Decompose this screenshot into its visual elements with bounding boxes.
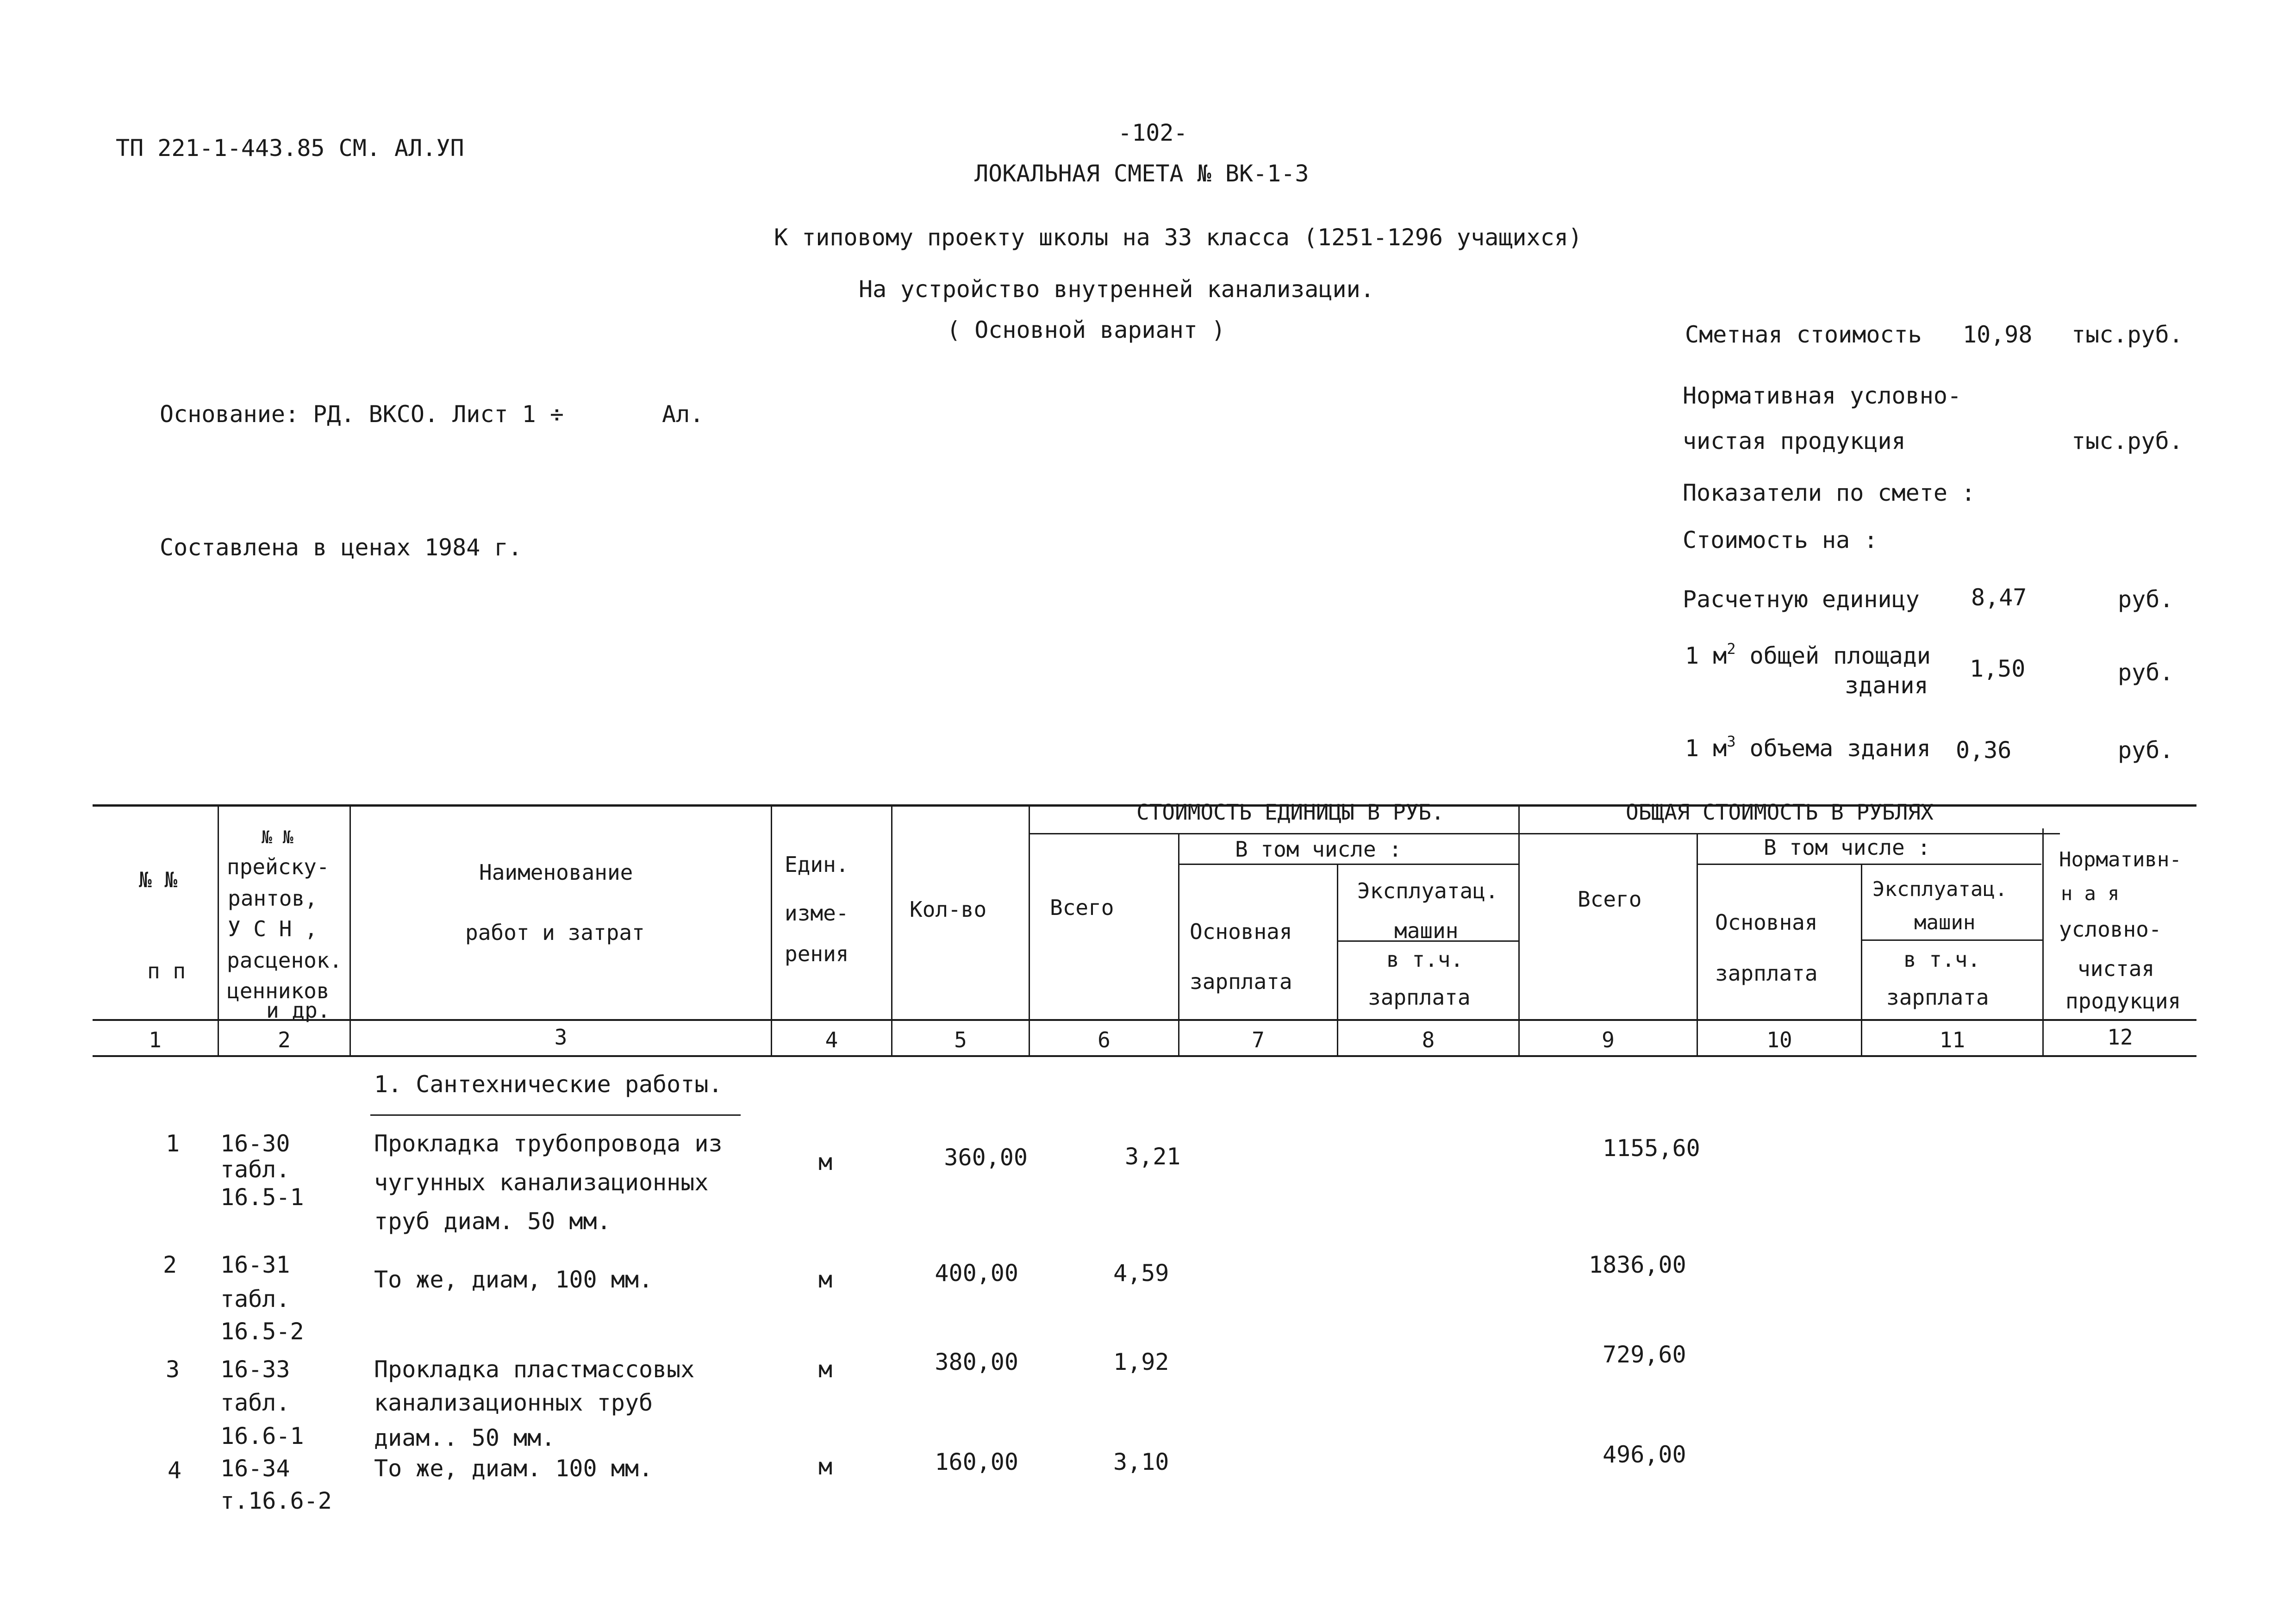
col8-label-3: в т.ч. (1386, 947, 1464, 972)
row-code: табл. (220, 1156, 290, 1183)
section-heading: 1. Сантехнические работы. (374, 1071, 723, 1098)
row-unit-price: 3,21 (1125, 1143, 1181, 1170)
row-code: 16.6-1 (220, 1423, 304, 1449)
row-code: 16-34 (220, 1455, 290, 1482)
area-value: 1,50 (1970, 655, 2026, 682)
col2-label-2: прейску- (227, 854, 330, 879)
col11-label-2: машин (1914, 911, 1976, 934)
row-name: Прокладка пластмассовых (374, 1356, 695, 1383)
row-code: 16.5-1 (220, 1184, 304, 1211)
col-line-11 (2042, 828, 2044, 1057)
area-unit: руб. (2118, 659, 2174, 686)
col7-label-2: зарплата (1190, 969, 1292, 994)
col4-label-2: изме- (785, 901, 849, 926)
norm-product-label: Нормативная условно- (1683, 382, 1962, 409)
row-total: 496,00 (1603, 1441, 1686, 1468)
row-total: 729,60 (1603, 1341, 1686, 1368)
incl-label-total: В том числе : (1764, 835, 1931, 860)
area-label-2: здания (1845, 672, 1928, 699)
calc-unit-label: Расчетную единицу (1683, 586, 1920, 613)
basis-text: Основание: РД. ВКСО. Лист 1 ÷ (160, 401, 564, 428)
col12-label-4: чистая (2078, 956, 2155, 981)
header-bottom-border (93, 1019, 2196, 1021)
estimated-cost-value: 10,98 (1963, 321, 2033, 348)
col-line-1 (218, 805, 219, 1057)
col-number: 4 (825, 1027, 838, 1052)
row-total: 1155,60 (1603, 1135, 1700, 1162)
col3-label-2: работ и затрат (465, 920, 645, 945)
col5-label: Кол-во (910, 897, 987, 922)
col12-label-2: н а я (2061, 882, 2120, 905)
row-name: труб диам. 50 мм. (374, 1208, 611, 1235)
row-name: диам.. 50 мм. (374, 1424, 555, 1451)
group-divider (1030, 833, 2060, 834)
col-numbers-border (93, 1055, 2196, 1057)
col10-label: Основная (1715, 910, 1818, 935)
row-code: 16-30 (220, 1130, 290, 1157)
cost-on-label: Стоимость на : (1683, 527, 1878, 553)
col-line-9 (1697, 833, 1698, 1057)
col-number: 10 (1766, 1027, 1792, 1052)
col12-label-3: условно- (2059, 917, 2162, 942)
col8-label-2: машин (1394, 918, 1459, 943)
col-number: 1 (149, 1027, 162, 1052)
col1-label: № № (139, 867, 178, 892)
incl-divider-right (1697, 864, 2041, 865)
row-quantity: 380,00 (935, 1349, 1018, 1375)
price-level-text: Составлена в ценах 1984 г. (160, 534, 522, 561)
col-line-5 (1029, 805, 1030, 1057)
col-number: 9 (1602, 1027, 1615, 1052)
row-code: 16-33 (220, 1356, 290, 1383)
incl-label-unit: В том числе : (1235, 837, 1402, 862)
row-code: табл. (220, 1286, 290, 1312)
col7-label: Основная (1190, 919, 1292, 944)
col6-label: Всего (1050, 895, 1114, 920)
col-line-7 (1337, 864, 1338, 1057)
section-underline (370, 1114, 741, 1116)
volume-value: 0,36 (1956, 737, 2012, 764)
col8-label: Эксплуатац. (1357, 878, 1498, 903)
col-line-6 (1178, 833, 1179, 1057)
area-label: 1 $м^2$ общей площади (1685, 640, 1931, 669)
col11-label: Эксплуатац. (1872, 877, 2008, 901)
row-quantity: 400,00 (935, 1260, 1018, 1287)
row-unit: м (818, 1453, 833, 1480)
col-number: 3 (554, 1025, 568, 1050)
row-name: То же, диам. 100 мм. (374, 1455, 653, 1482)
row-unit: м (818, 1356, 833, 1383)
row-name: канализационных труб (374, 1389, 653, 1416)
row-unit-price: 1,92 (1113, 1349, 1169, 1375)
row-code: т.16.6-2 (220, 1487, 332, 1514)
col11-label-4: зарплата (1886, 985, 1989, 1010)
calc-unit-value: 8,47 (1971, 584, 2027, 611)
col-number: 6 (1098, 1027, 1111, 1052)
estimated-cost-unit: тыс.руб. (2071, 321, 2183, 348)
page-number: -102- (1118, 119, 1188, 146)
document-title: ЛОКАЛЬНАЯ СМЕТА № ВК-1-3 (974, 160, 1309, 187)
col-number: 11 (1939, 1027, 1965, 1052)
document-variant: ( Основной вариант ) (947, 317, 1226, 343)
row-total: 1836,00 (1589, 1251, 1686, 1278)
volume-unit: руб. (2118, 737, 2174, 764)
basis-suffix: Ал. (662, 401, 704, 428)
col2-label-5: расценок. (227, 948, 343, 973)
row-number: 4 (168, 1457, 182, 1484)
col-number: 5 (954, 1027, 967, 1052)
col-line-2 (349, 805, 351, 1057)
col2-label-3: рантов, (228, 886, 318, 911)
col4-label-3: рения (785, 941, 849, 966)
volume-label: 1 $м^3$ объема здания (1685, 733, 1931, 762)
group-unit-cost: СТОИМОСТЬ ЕДИНИЦЫ В РУБ. (1136, 800, 1444, 825)
row-unit-price: 3,10 (1113, 1449, 1169, 1475)
row-quantity: 160,00 (935, 1449, 1018, 1475)
col8-label-4: зарплата (1368, 985, 1471, 1010)
incl-divider-left (1178, 864, 1518, 865)
row-code: 16.5-2 (220, 1318, 304, 1345)
row-number: 3 (166, 1356, 180, 1383)
col3-label: Наименование (479, 860, 633, 885)
row-unit-price: 4,59 (1113, 1260, 1169, 1287)
row-unit: м (818, 1149, 833, 1175)
col4-label: Един. (785, 852, 849, 877)
col-line-3 (771, 805, 772, 1057)
col12-label-5: продукция (2065, 989, 2181, 1014)
col-line-4 (891, 805, 892, 1057)
calc-unit-unit: руб. (2118, 586, 2174, 613)
col-number: 2 (278, 1027, 291, 1052)
row-number: 1 (166, 1130, 180, 1157)
estimated-cost-label: Сметная стоимость (1685, 321, 1922, 348)
row-unit: м (818, 1266, 833, 1293)
col2-label-6: ценников (227, 978, 330, 1003)
col2-label: № № (262, 827, 293, 847)
col-number: 7 (1252, 1027, 1265, 1052)
row-number: 2 (163, 1251, 177, 1278)
col12-label: Нормативн- (2059, 848, 2182, 871)
col-line-8 (1518, 805, 1520, 1057)
row-code: 16-31 (220, 1251, 290, 1278)
col11-label-3: в т.ч. (1903, 947, 1981, 972)
row-name: Прокладка трубопровода из (374, 1130, 723, 1157)
col2-label-4: У С Н , (228, 916, 318, 941)
row-name: То же, диам, 100 мм. (374, 1266, 653, 1293)
col-number: 8 (1422, 1027, 1435, 1052)
col-number: 12 (2107, 1025, 2133, 1050)
col2-label-7: и др. (266, 998, 331, 1023)
col10-label-2: зарплата (1715, 961, 1818, 986)
row-quantity: 360,00 (944, 1144, 1028, 1171)
indicators-label: Показатели по смете : (1683, 479, 1976, 506)
col9-label: Всего (1578, 887, 1642, 912)
row-name: чугунных канализационных (374, 1169, 709, 1196)
norm-product-label-2: чистая продукция (1683, 428, 1906, 454)
document-code: ТП 221-1-443.85 СМ. АЛ.УП (116, 135, 464, 162)
col1-label-2: п п (147, 958, 186, 983)
machine-divider-right (1861, 939, 2044, 941)
row-code: табл. (220, 1389, 290, 1416)
norm-product-unit: тыс.руб. (2071, 428, 2183, 454)
document-subtitle: К типовому проекту школы на 33 класса (1251-1296 учащихся) (774, 224, 1582, 251)
document-purpose: На устройство внутренней канализации. (859, 276, 1374, 303)
col-line-10 (1861, 864, 1862, 1057)
group-total-cost: ОБЩАЯ СТОИМОСТЬ В РУБЛЯХ (1626, 800, 1934, 825)
